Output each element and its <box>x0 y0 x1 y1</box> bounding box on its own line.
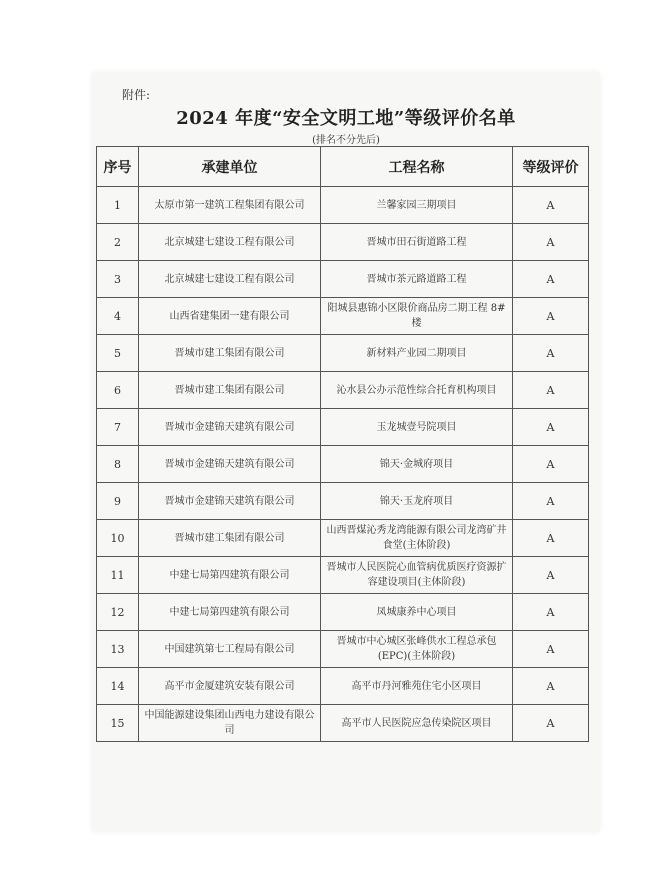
row-grade: A <box>513 335 589 372</box>
table-row <box>97 557 589 594</box>
row-serial-number: 2 <box>97 224 139 261</box>
table-row <box>97 594 589 631</box>
row-grade: A <box>513 705 589 742</box>
row-project-name: 山西晋煤沁秀龙湾能源有限公司龙湾矿井食堂(主体阶段) <box>321 520 513 557</box>
table-row <box>97 668 589 705</box>
row-grade: A <box>513 520 589 557</box>
row-serial-number: 8 <box>97 446 139 483</box>
row-project-name: 兰馨家园三期项目 <box>321 187 513 224</box>
row-project-name: 玉龙城壹号院项目 <box>321 409 513 446</box>
row-grade: A <box>513 446 589 483</box>
row-project-name: 锦天·金城府项目 <box>321 446 513 483</box>
row-contractor: 中建七局第四建筑有限公司 <box>139 594 321 631</box>
row-grade: A <box>513 298 589 335</box>
table-row <box>97 261 589 298</box>
row-grade: A <box>513 224 589 261</box>
row-contractor: 晋城市建工集团有限公司 <box>139 335 321 372</box>
attachment-label: 附件: <box>122 88 151 102</box>
row-project-name: 晋城市人民医院心血管病优质医疗资源扩容建设项目(主体阶段) <box>321 557 513 594</box>
row-project-name: 高平市人民医院应急传染院区项目 <box>321 705 513 742</box>
table-row <box>97 372 589 409</box>
row-contractor: 晋城市建工集团有限公司 <box>139 520 321 557</box>
row-contractor: 晋城市金建锦天建筑有限公司 <box>139 409 321 446</box>
header-project-name: 工程名称 <box>321 147 513 187</box>
row-serial-number: 5 <box>97 335 139 372</box>
row-project-name: 锦天·玉龙府项目 <box>321 483 513 520</box>
table-row <box>97 335 589 372</box>
row-serial-number: 7 <box>97 409 139 446</box>
table-row <box>97 187 589 224</box>
table-row <box>97 446 589 483</box>
row-contractor: 太原市第一建筑工程集团有限公司 <box>139 187 321 224</box>
row-contractor: 晋城市金建锦天建筑有限公司 <box>139 446 321 483</box>
row-serial-number: 1 <box>97 187 139 224</box>
row-project-name: 凤城康养中心项目 <box>321 594 513 631</box>
table-header-row <box>97 147 589 187</box>
header-grade: 等级评价 <box>513 147 589 187</box>
row-serial-number: 15 <box>97 705 139 742</box>
header-serial-number: 序号 <box>97 147 139 187</box>
table-row <box>97 705 589 742</box>
row-contractor: 山西省建集团一建有限公司 <box>139 298 321 335</box>
row-grade: A <box>513 594 589 631</box>
row-grade: A <box>513 187 589 224</box>
row-project-name: 阳城县惠锦小区限价商品房二期工程 8#楼 <box>321 298 513 335</box>
table-row <box>97 483 589 520</box>
row-serial-number: 6 <box>97 372 139 409</box>
row-project-name: 晋城市田石街道路工程 <box>321 224 513 261</box>
row-grade: A <box>513 631 589 668</box>
row-grade: A <box>513 261 589 298</box>
table-row <box>97 298 589 335</box>
row-contractor: 北京城建七建设工程有限公司 <box>139 261 321 298</box>
row-contractor: 中国建筑第七工程局有限公司 <box>139 631 321 668</box>
row-serial-number: 13 <box>97 631 139 668</box>
document-subtitle: (排名不分先后) <box>312 135 380 146</box>
header-contractor: 承建单位 <box>139 147 321 187</box>
row-project-name: 晋城市茶元路道路工程 <box>321 261 513 298</box>
row-serial-number: 11 <box>97 557 139 594</box>
evaluation-table <box>96 146 589 742</box>
row-grade: A <box>513 409 589 446</box>
row-contractor: 中建七局第四建筑有限公司 <box>139 557 321 594</box>
row-serial-number: 4 <box>97 298 139 335</box>
row-contractor: 中国能源建设集团山西电力建设有限公司 <box>139 705 321 742</box>
row-serial-number: 12 <box>97 594 139 631</box>
table-row <box>97 224 589 261</box>
row-project-name: 晋城市中心城区张峰供水工程总承包(EPC)(主体阶段) <box>321 631 513 668</box>
row-contractor: 晋城市建工集团有限公司 <box>139 372 321 409</box>
row-grade: A <box>513 372 589 409</box>
row-contractor: 晋城市金建锦天建筑有限公司 <box>139 483 321 520</box>
row-serial-number: 9 <box>97 483 139 520</box>
row-project-name: 新材料产业园二期项目 <box>321 335 513 372</box>
row-grade: A <box>513 557 589 594</box>
row-serial-number: 10 <box>97 520 139 557</box>
table-row <box>97 631 589 668</box>
row-serial-number: 3 <box>97 261 139 298</box>
row-contractor: 北京城建七建设工程有限公司 <box>139 224 321 261</box>
row-grade: A <box>513 668 589 705</box>
row-contractor: 高平市金厦建筑安装有限公司 <box>139 668 321 705</box>
document-title: 2024 年度“安全文明工地”等级评价名单 <box>176 108 516 129</box>
table-row <box>97 520 589 557</box>
row-project-name: 沁水县公办示范性综合托育机构项目 <box>321 372 513 409</box>
row-project-name: 高平市丹河雅苑住宅小区项目 <box>321 668 513 705</box>
table-row <box>97 409 589 446</box>
row-grade: A <box>513 483 589 520</box>
row-serial-number: 14 <box>97 668 139 705</box>
